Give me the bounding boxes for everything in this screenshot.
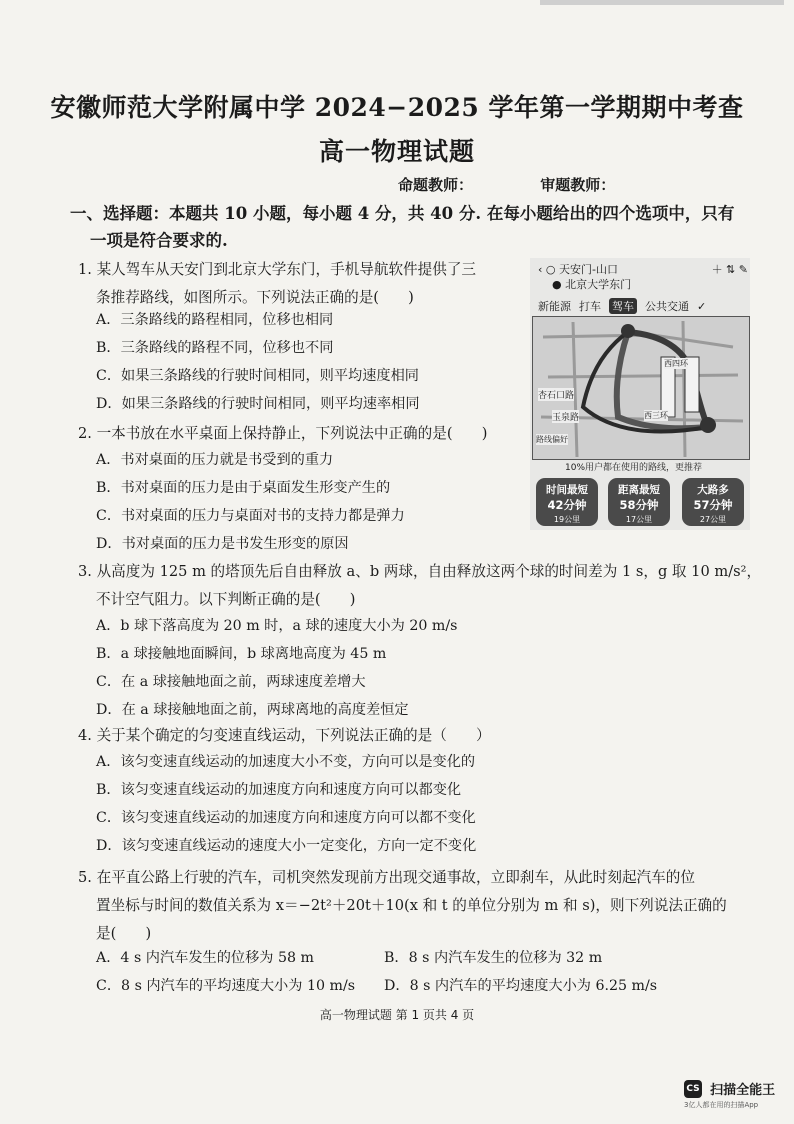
option-b: B．8 s 内汽车发生的位移为 32 m bbox=[384, 950, 603, 966]
watermark-subtitle: 3亿人都在用的扫描App bbox=[684, 1101, 759, 1109]
mode-tab-transit: 公共交通 bbox=[645, 300, 689, 313]
option-d: D．如果三条路线的行驶时间相同，则平均速率相同 bbox=[96, 396, 420, 412]
option-b: B．该匀变速直线运动的加速度方向和速度方向可以都变化 bbox=[96, 782, 462, 798]
mode-tab-drive: 驾车 bbox=[609, 298, 637, 314]
page-footer: 高一物理试题 第 1 页共 4 页 bbox=[319, 1008, 475, 1022]
question-5-options-left bbox=[96, 944, 396, 1000]
option-a: A．4 s 内汽车发生的位移为 58 m bbox=[96, 950, 314, 966]
route-preference-button: 路线偏好 bbox=[536, 435, 568, 444]
section-heading bbox=[70, 200, 750, 254]
option-a: A．三条路线的路程相同，位移也相同 bbox=[96, 312, 334, 328]
option-a: A．该匀变速直线运动的加速度大小不变，方向可以是变化的 bbox=[96, 754, 476, 770]
option-c: C．8 s 内汽车的平均速度大小为 10 m/s bbox=[96, 978, 356, 994]
section-heading-line1: 一、选择题：本题共 10 小题，每小题 4 分，共 40 分. 在每小题给出的四个选项中，只有 bbox=[70, 204, 735, 223]
route-banner: 10%用户都在使用的路线，更推荐 bbox=[565, 463, 703, 473]
check-icon: ✓ bbox=[697, 299, 707, 313]
scan-edge-mark bbox=[540, 0, 784, 5]
option-c: C．在 a 球接触地面之前，两球速度差增大 bbox=[96, 674, 366, 690]
option-d: D．该匀变速直线运动的速度大小一定变化，方向一定不变化 bbox=[96, 838, 477, 854]
map-label-xingshikou: 杏石口路 bbox=[538, 388, 574, 401]
teacher-line bbox=[398, 174, 677, 195]
option-c: C．该匀变速直线运动的加速度方向和速度方向可以都不变化 bbox=[96, 810, 476, 826]
section-heading-line2: 一项是符合要求的. bbox=[90, 231, 228, 250]
add-icon: ＋ ⇅ ✎ bbox=[711, 263, 748, 276]
map-label-west-3rd-ring: 西三环 bbox=[644, 411, 668, 420]
route-card-3: 大路多 57分钟 27公里 bbox=[682, 478, 744, 526]
option-d: D．书对桌面的压力是书发生形变的原因 bbox=[96, 536, 349, 552]
question-4-options bbox=[96, 748, 476, 860]
route-card-2: 距离最短 58分钟 17公里 bbox=[608, 478, 670, 526]
exam-subtitle: 高一物理试题 bbox=[318, 137, 475, 166]
option-a: A．书对桌面的压力就是书受到的重力 bbox=[96, 452, 334, 468]
reviewer-label: 审题教师： bbox=[540, 176, 616, 194]
question-1-stem: 1. 某人驾车从天安门到北京大学东门，手机导航软件提供了三 条推荐路线，如图所示。下列说法正确的是( ) bbox=[78, 261, 477, 306]
question-2-options bbox=[96, 446, 405, 558]
question-5-options-right bbox=[384, 944, 724, 1000]
option-b: B．a 球接触地面瞬间，b 球离地高度为 45 m bbox=[96, 646, 387, 662]
map-label-west-4th-ring: 西四环 bbox=[664, 359, 688, 368]
question-3-options bbox=[96, 612, 457, 724]
option-b: B．三条路线的路程不同，位移也不同 bbox=[96, 340, 334, 356]
destination-dot-icon: ● bbox=[552, 278, 562, 291]
setter-label: 命题教师： bbox=[398, 176, 474, 194]
question-4-stem: 4. 关于某个确定的匀变速直线运动，下列说法正确的是（ ） bbox=[78, 727, 491, 744]
nav-destination: 北京大学东门 bbox=[565, 278, 632, 291]
nav-origin: 天安门-山口 bbox=[559, 263, 618, 276]
option-c: C．如果三条路线的行驶时间相同，则平均速度相同 bbox=[96, 368, 419, 384]
option-c: C．书对桌面的压力与桌面对书的支持力都是弹力 bbox=[96, 508, 405, 524]
question-3-stem: 3. 从高度为 125 m 的塔顶先后自由释放 a、b 两球，自由释放这两个球的时间差为 1 s，g 取 10 m/s²， 不计空气阻力。以下判断正确的是( ) bbox=[78, 563, 762, 608]
map-label-yuquan: 玉泉路 bbox=[552, 410, 579, 423]
option-b: B．书对桌面的压力是由于桌面发生形变产生的 bbox=[96, 480, 391, 496]
option-a: A．b 球下落高度为 20 m 时，a 球的速度大小为 20 m/s bbox=[96, 618, 458, 634]
camscanner-logo-icon: CS bbox=[684, 1080, 702, 1098]
question-5-stem: 5. 在平直公路上行驶的汽车，司机突然发现前方出现交通事故，立即刹车，从此时刻起汽车的位 置坐标与时间的数值关系为 x＝−2t²＋20t＋10(x 和 t 的单位分别为 m 和 s)，则下列说法正确的 是( ) bbox=[78, 869, 727, 942]
question-1-options bbox=[96, 306, 420, 418]
watermark-name: 扫描全能王 bbox=[710, 1083, 776, 1098]
question-2-stem: 2. 一本书放在水平桌面上保持静止，下列说法中正确的是( ) bbox=[78, 425, 488, 442]
option-d: D．8 s 内汽车的平均速度大小为 6.25 m/s bbox=[384, 978, 658, 994]
nav-mode-tabs bbox=[538, 298, 748, 314]
route-card-1: 时间最短 42分钟 19公里 bbox=[536, 478, 598, 526]
option-d: D．在 a 球接触地面之前，两球离地的高度差恒定 bbox=[96, 702, 409, 718]
exam-title: 安徽师范大学附属中学 2024−2025 学年第一学期期中考查 bbox=[50, 93, 744, 122]
origin-dot-icon: ○ bbox=[545, 263, 556, 276]
back-chevron-icon: ‹ bbox=[538, 263, 543, 276]
nav-header bbox=[538, 262, 748, 292]
mode-tab-taxi: 打车 bbox=[579, 300, 601, 313]
scanner-watermark bbox=[684, 1078, 775, 1110]
mode-tab-ev: 新能源 bbox=[538, 300, 571, 313]
